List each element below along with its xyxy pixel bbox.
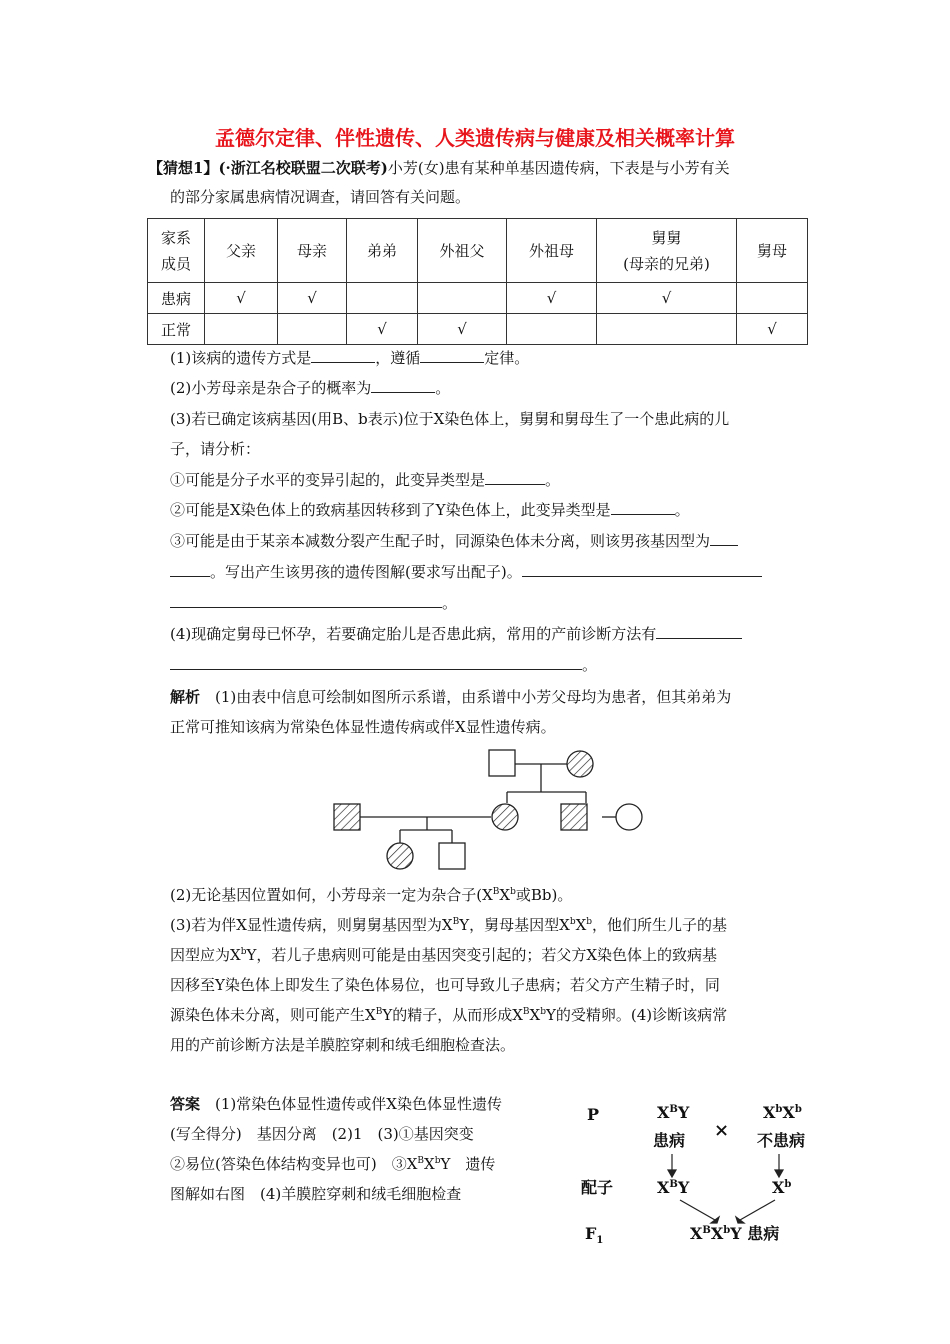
- guess-line-1: [148, 157, 730, 179]
- analysis-line-7: 源染色体未分离，则可能产生$X^BY$的精子，从而形成$X^BX^bY$的受精卵。(4)诊断该病常: [170, 1006, 728, 1024]
- col-brother: 弟弟: [347, 219, 418, 283]
- col-aunt: 舅母: [737, 219, 808, 283]
- aunt-symbol: [616, 804, 642, 830]
- answer-label: 答案: [170, 1095, 201, 1113]
- answer-line-4: 图解如右图 (4)羊膜腔穿刺和绒毛细胞检查: [170, 1185, 462, 1203]
- analysis-line-8: 用的产前诊断方法是羊膜腔穿刺和绒毛细胞检查法。: [170, 1036, 516, 1054]
- question-3: (3)若已确定该病基因(用B、b表示)位于X染色体上，舅舅和舅母生了一个患此病的儿: [170, 410, 730, 428]
- row-label: 患病: [148, 283, 205, 314]
- col-uncle: 舅舅 (母亲的兄弟): [597, 219, 737, 283]
- analysis-line-2: 正常可推知该病为常染色体显性遗传病或伴X显性遗传病。: [170, 718, 556, 736]
- analysis-line-6: 因移至Y染色体上即发生了染色体易位，也可导致儿子患病；若父方产生精子时，同: [170, 976, 720, 994]
- page-title: 孟德尔定律、伴性遗传、人类遗传病与健康及相关概率计算: [215, 126, 735, 150]
- grandfather-symbol: [489, 750, 515, 776]
- question-3-1: ①可能是分子水平的变异引起的，此变异类型是 。: [170, 471, 561, 489]
- question-3-2: ②可能是X染色体上的致病基因转移到了Y染色体上，此变异类型是 。: [170, 501, 690, 519]
- cross-diagram: [575, 1096, 835, 1256]
- question-3-3: ③可能是由于某亲本减数分裂产生配子时，同源染色体未分离，则该男孩基因型为: [170, 530, 738, 552]
- question-4: (4)现确定舅母已怀孕，若要确定胎儿是否患此病，常用的产前诊断方法有: [170, 623, 742, 645]
- analysis-line-3: (2)无论基因位置如何，小芳母亲一定为杂合子($X^BX^b$或Bb)。: [170, 886, 573, 904]
- grandmother-symbol: [567, 751, 593, 777]
- f1-label: $F_1$: [585, 1224, 604, 1246]
- answer-line-3: ②易位(答染色体结构变异也可) $③X^BX^bY$ 遗传: [170, 1155, 496, 1173]
- father-status: 患病: [653, 1131, 686, 1150]
- father-gamete: $X^BY$: [657, 1178, 690, 1197]
- table-header-label: 家系 成员: [148, 219, 205, 283]
- guess-source: (·浙江名校联盟二次联考): [218, 159, 388, 177]
- uncle-symbol: [561, 804, 587, 830]
- analysis-line-4: (3)若为伴X显性遗传病，则舅舅基因型为$X^BY$，舅母基因型$X^bX^b$，他们所生儿子的基: [170, 916, 728, 934]
- col-mother: 母亲: [278, 219, 347, 283]
- question-3-cont: 子，请分析：: [170, 440, 261, 458]
- question-1: (1)该病的遗传方式是 ，遵循 定律。: [170, 349, 530, 367]
- mother-gamete: $X^b$: [772, 1178, 792, 1197]
- analysis-line-1: 解析 (1)由表中信息可绘制如图所示系谱，由系谱中小芳父母均为患者，但其弟弟为: [170, 688, 732, 706]
- row-label: 正常: [148, 314, 205, 345]
- brother-symbol: [439, 843, 465, 869]
- pedigree-chart: [320, 740, 660, 880]
- gamete-label: 配子: [581, 1178, 614, 1197]
- guess-line-2: 的部分家属患病情况调查，请回答有关问题。: [170, 188, 471, 206]
- p-label: P: [587, 1105, 600, 1124]
- col-grandfather: 外祖父: [418, 219, 507, 283]
- question-4-cont: 。: [170, 654, 597, 676]
- mother-status: 不患病: [757, 1131, 806, 1150]
- guess-text-1: 小芳(女)患有某种单基因遗传病，下表是与小芳有关: [387, 159, 730, 177]
- question-2: (2)小芳母亲是杂合子的概率为 。: [170, 379, 451, 397]
- question-3-3-cont: 。写出产生该男孩的遗传图解(要求写出配子)。: [170, 561, 762, 583]
- family-table: [147, 218, 808, 345]
- father-genotype: $X^BY$: [657, 1103, 690, 1122]
- xiaofang-symbol: [387, 843, 413, 869]
- cross-symbol: ×: [714, 1120, 730, 1141]
- col-grandmother: 外祖母: [507, 219, 597, 283]
- answer-line-1: 答案 (1)常染色体显性遗传或伴X染色体显性遗传: [170, 1095, 502, 1113]
- mother-genotype: $X^bX^b$: [763, 1103, 802, 1122]
- mother-symbol: [492, 804, 518, 830]
- guess-tag: 【猜想1】: [148, 159, 219, 177]
- analysis-label: 解析: [170, 688, 201, 706]
- table-row: 患病 √ √ √ √: [148, 283, 808, 314]
- question-3-3-end: 。: [170, 592, 457, 614]
- father-symbol: [334, 804, 360, 830]
- offspring-genotype: $X^BX^bY$ 患病: [690, 1224, 780, 1243]
- answer-line-2: (写全得分) 基因分离 (2)1 (3)①基因突变: [170, 1125, 474, 1143]
- table-row: 正常 √ √ √: [148, 314, 808, 345]
- analysis-line-5: 因型应为$X^bY$，若儿子患病则可能是由基因突变引起的；若父方X染色体上的致病基: [170, 946, 718, 964]
- col-father: 父亲: [205, 219, 278, 283]
